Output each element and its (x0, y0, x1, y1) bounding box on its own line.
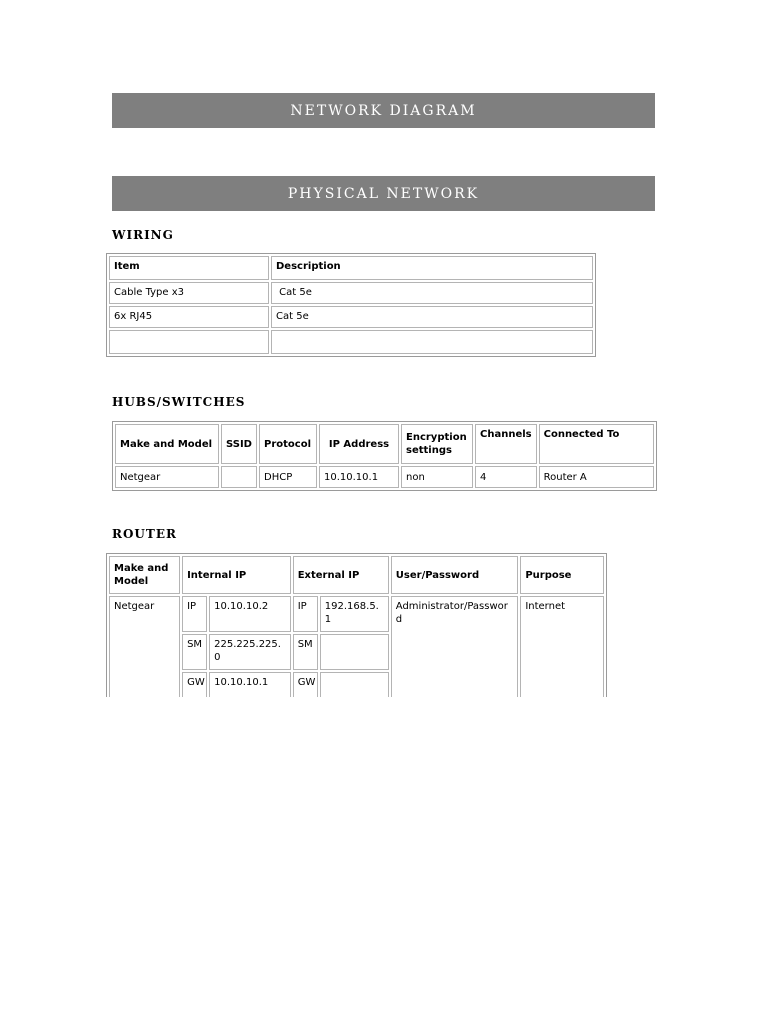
table-cell: Cable Type x3 (109, 282, 269, 304)
table-row (109, 330, 593, 354)
table-row (115, 466, 654, 488)
hubs-switches-heading: HUBS/SWITCHES (112, 395, 246, 409)
table-cell: Netgear (115, 466, 219, 488)
table-cell (320, 634, 389, 670)
table-header: Encryption settings (401, 424, 473, 464)
table-header: Internal IP (182, 556, 291, 594)
table-cell: 192.168.5.1 (320, 596, 389, 632)
table-header: Make and Model (115, 424, 219, 464)
table-header: Purpose (520, 556, 604, 594)
wiring-table (106, 253, 596, 357)
wiring-heading: WIRING (112, 228, 174, 242)
table-cell: Cat 5e (271, 282, 593, 304)
table-cell: IP (182, 596, 207, 632)
table-row (109, 256, 593, 280)
network-diagram-banner: NETWORK DIAGRAM (112, 93, 655, 128)
table-cell (320, 672, 389, 697)
table-header: User/Password (391, 556, 519, 594)
table-header: Protocol (259, 424, 317, 464)
table-cell: Cat 5e (271, 306, 593, 328)
hubs-switches-table (112, 421, 657, 491)
table-header: External IP (293, 556, 389, 594)
table-cell: Router A (539, 466, 654, 488)
table-cell: 225.225.225.0 (209, 634, 291, 670)
table-cell: SM (293, 634, 318, 670)
table-cell (221, 466, 257, 488)
table-header: Connected To (539, 424, 654, 464)
table-cell: IP (293, 596, 318, 632)
table-header: Make and Model (109, 556, 180, 594)
physical-network-banner: PHYSICAL NETWORK (112, 176, 655, 211)
table-cell: GW (182, 672, 207, 697)
router-user-password-cell: Administrator/Password (391, 596, 519, 697)
table-cell: SM (182, 634, 207, 670)
router-heading: ROUTER (112, 527, 177, 541)
table-row (109, 306, 593, 328)
table-cell: 10.10.10.2 (209, 596, 291, 632)
table-cell: DHCP (259, 466, 317, 488)
table-header: IP Address (319, 424, 399, 464)
table-cell: 6x RJ45 (109, 306, 269, 328)
table-header: Channels (475, 424, 537, 464)
table-cell: 4 (475, 466, 537, 488)
router-table (106, 553, 607, 697)
table-row (115, 424, 654, 464)
wiring-header-description: Description (271, 256, 593, 280)
table-cell: GW (293, 672, 318, 697)
wiring-header-item: Item (109, 256, 269, 280)
table-row (109, 556, 604, 594)
table-cell: 10.10.10.1 (209, 672, 291, 697)
router-purpose-cell: Internet (520, 596, 604, 697)
table-header: SSID (221, 424, 257, 464)
table-cell (271, 330, 593, 354)
table-row (109, 282, 593, 304)
table-row (109, 596, 604, 632)
table-cell: non (401, 466, 473, 488)
router-make-cell: Netgear (109, 596, 180, 697)
table-cell (109, 330, 269, 354)
table-cell: 10.10.10.1 (319, 466, 399, 488)
